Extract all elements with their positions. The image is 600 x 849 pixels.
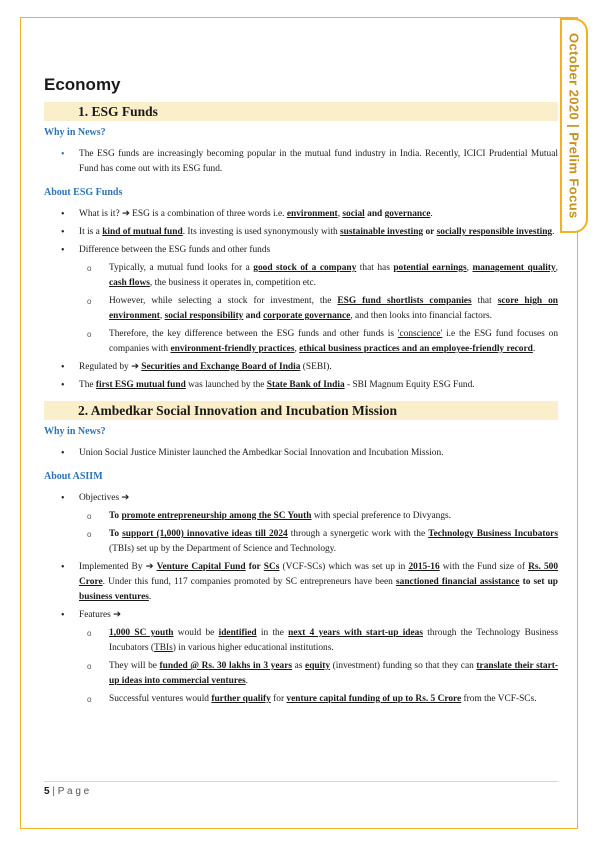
sub-list-item: o To support (1,000) innovative ideas till 2024 through a synergetic work with the Technology Business Incubators (TBIs) set up by the Department of Science and Technology. <box>79 527 558 557</box>
sub-list-item: o To promote entrepreneurship among the SC Youth with special preference to Divyangs. <box>79 509 558 524</box>
side-tab-label: October 2020 | Prelim Focus <box>566 32 582 219</box>
sub-list-item: o Successful ventures would further qualify for venture capital funding of up to Rs. 5 Crore from the VCF-SCs. <box>79 692 558 707</box>
page-label: | P a g e <box>52 786 90 797</box>
about-heading: About ASIIM <box>44 471 103 482</box>
list-item: • The first ESG mutual fund was launched by the State Bank of India - SBI Magnum Equity ESG Fund. <box>44 378 558 393</box>
list-item: • Regulated by ➔ Securities and Exchange Board of India (SEBI). <box>44 360 558 375</box>
sub-list <box>79 509 558 557</box>
list-item: • Objectives ➔ o To promote entrepreneurship among the SC Youth with special preference to Divyangs. o To support (1,000) innovative ideas till 2024 through a synergetic work with the Technology Business Incubators (TBIs) set up by the Department of Science and Technology. <box>44 491 558 557</box>
list-item: • Features ➔ o 1,000 SC youth would be identified in the next 4 years with start-up ideas through the Technology Business Incubators (TBIs) in various higher educational institutions. o They will be funded @ Rs. 30 lakhs in 3 years as equity (investment) funding so that they can translate their start-up ideas into commercial ventures. o Successful ventures would further qualify for venture capital funding of up to Rs. 5 Crore from the VCF-SCs. <box>44 608 558 707</box>
sub-list-item: o Therefore, the key difference between the ESG funds and other funds is 'conscience' i.e the ESG fund focuses on companies with environment-friendly practices, ethical business practices and an employee-friendly record. <box>79 327 558 357</box>
page-content <box>44 74 558 715</box>
sub-list-item: o Typically, a mutual fund looks for a good stock of a company that has potential earnings, management quality, cash flows, the business it operates in, competition etc. <box>79 261 558 291</box>
asiim-news-list <box>44 446 558 461</box>
page-footer <box>44 781 558 797</box>
sub-list-item: o 1,000 SC youth would be identified in the next 4 years with start-up ideas through the Technology Business Incubators (TBIs) in various higher educational institutions. <box>79 626 558 656</box>
esg-about-list <box>44 207 558 393</box>
esg-news-item: • The ESG funds are increasingly becoming popular in the mutual fund industry in India. Recently, ICICI Prudential Mutual Fund has come out with its ESG fund. <box>44 147 558 177</box>
list-item: • Implemented By ➔ Venture Capital Fund for SCs (VCF-SCs) which was set up in 2015-16 with the Fund size of Rs. 500 Crore. Under this fund, 117 companies promoted by SC entrepreneurs have been sanctioned financial assistance to set up business ventures. <box>44 560 558 605</box>
sub-list <box>79 261 558 357</box>
list-item: • It is a kind of mutual fund. Its investing is used synonymously with sustainable investing or socially responsible investing. <box>44 225 558 240</box>
why-in-news-heading: Why in News? <box>44 426 106 437</box>
asiim-about-list <box>44 491 558 707</box>
sub-list <box>79 626 558 707</box>
page-number: 5 <box>44 786 50 797</box>
why-in-news-heading: Why in News? <box>44 127 106 138</box>
esg-news-list <box>44 147 558 177</box>
list-item: • What is it? ➔ ESG is a combination of three words i.e. environment, social and governance. <box>44 207 558 222</box>
side-tab <box>560 18 588 233</box>
asiim-news-item: • Union Social Justice Minister launched the Ambedkar Social Innovation and Incubation Mission. <box>44 446 558 461</box>
sub-list-item: o However, while selecting a stock for investment, the ESG fund shortlists companies that score high on environment, social responsibility and corporate governance, and then looks into financial factors. <box>79 294 558 324</box>
list-item: • Difference between the ESG funds and other funds o Typically, a mutual fund looks for a good stock of a company that has potential earnings, management quality, cash flows, the business it operates in, competition etc. o However, while selecting a stock for investment, the ESG fund shortlists companies that score high on environment, social responsibility and corporate governance, and then looks into financial factors. o Therefore, the key difference between the ESG funds and other funds is 'conscience' i.e the ESG fund focuses on companies with environment-friendly practices, ethical business practices and an employee-friendly record. <box>44 243 558 357</box>
about-heading: About ESG Funds <box>44 187 123 198</box>
sub-list-item: o They will be funded @ Rs. 30 lakhs in 3 years as equity (investment) funding so that they can translate their start-up ideas into commercial ventures. <box>79 659 558 689</box>
section-title: Economy <box>44 75 121 94</box>
topic-heading-asiim: 2. Ambedkar Social Innovation and Incubation Mission <box>44 401 558 420</box>
topic-heading-esg: 1. ESG Funds <box>44 102 558 121</box>
